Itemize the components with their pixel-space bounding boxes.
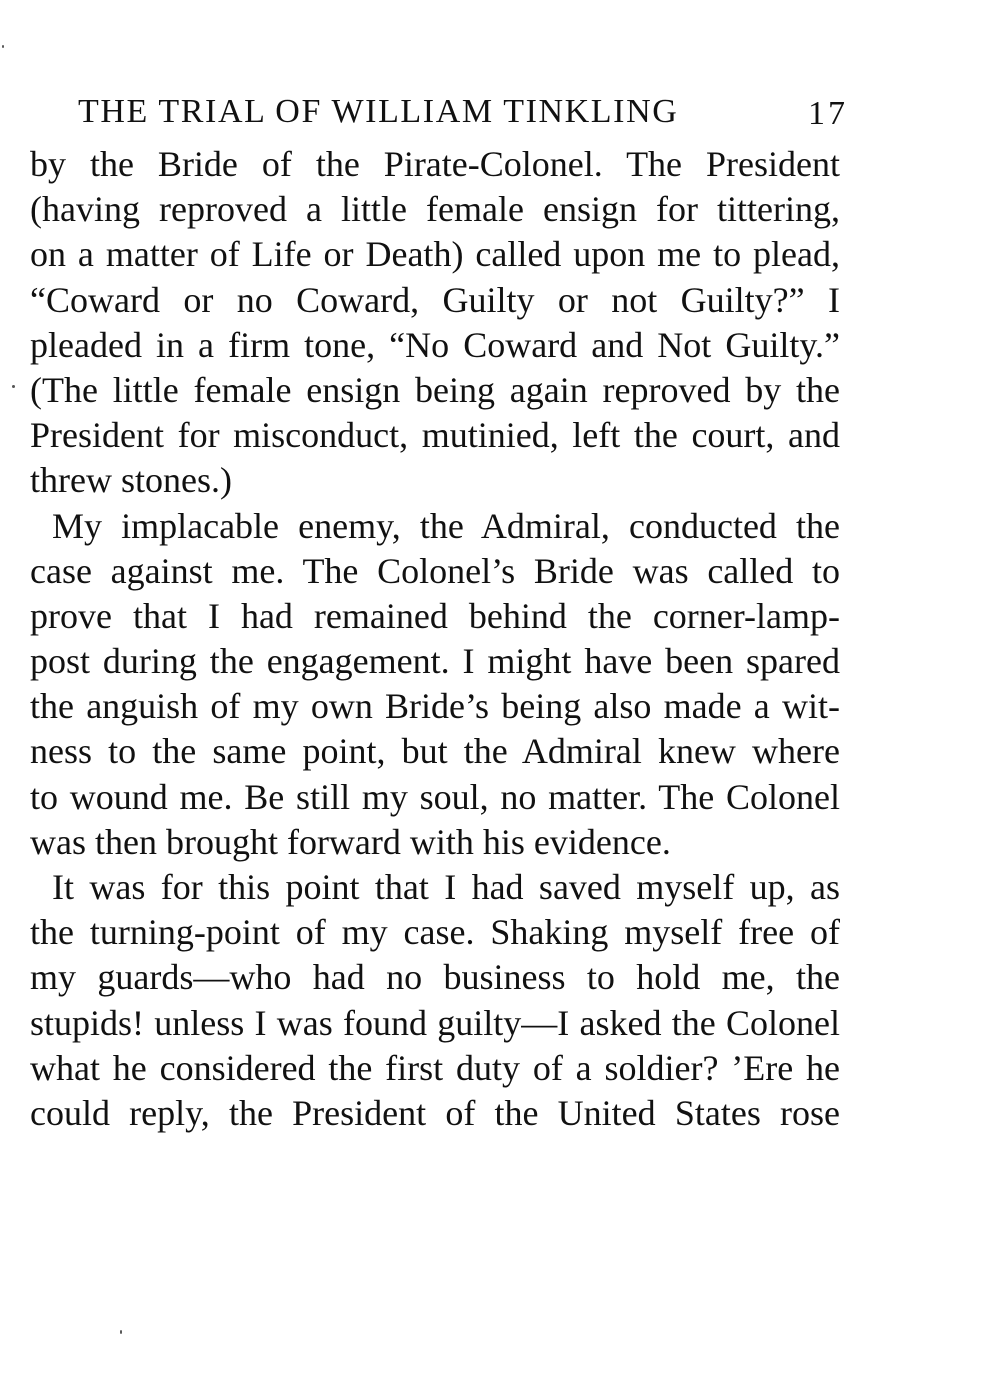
text-line: pleaded in a firm tone, “No Coward and Not Guilty.”: [30, 324, 840, 365]
text-line: my guards—who had no business to hold me, the: [30, 957, 840, 998]
text-line: was then brought forward with his evidence.: [30, 821, 671, 862]
text-line: ness to the same point, but the Admiral knew where: [30, 731, 840, 772]
text-line: what he considered the first duty of a soldier? ’Ere he: [30, 1047, 840, 1088]
text-line: threw stones.): [30, 460, 232, 501]
text-line: could reply, the President of the United States rose: [30, 1092, 840, 1133]
page-header: [78, 88, 848, 136]
text-line: (having reproved a little female ensign for tittering,: [30, 189, 840, 230]
text-line: President for misconduct, mutinied, left the court, and: [30, 415, 840, 456]
text-line: to wound me. Be still my soul, no matter. The Colonel: [30, 776, 840, 817]
text-line: It was for this point that I had saved myself up, as: [52, 867, 840, 907]
text-line: stupids! unless I was found guilty—I asked the Colonel: [30, 1002, 840, 1043]
text-line: “Coward or no Coward, Guilty or not Guilty?” I: [30, 279, 840, 320]
text-line: case against me. The Colonel’s Bride was called to: [30, 550, 840, 591]
body-text: [30, 142, 840, 1136]
scan-speck: [120, 1330, 122, 1334]
text-line: the anguish of my own Bride’s being also made a wit-: [30, 686, 840, 727]
scan-speck: [2, 45, 4, 48]
text-line: (The little female ensign being again reproved by the: [30, 369, 840, 410]
text-line: My implacable enemy, the Admiral, conducted the: [52, 505, 840, 546]
text-line: by the Bride of the Pirate-Colonel. The President: [30, 144, 840, 184]
paragraph-3: [30, 865, 840, 1136]
text-line: the turning-point of my case. Shaking myself free of: [30, 912, 840, 953]
scan-speck: [12, 385, 15, 388]
paragraph-2: [30, 504, 840, 866]
text-line: post during the engagement. I might have been spared: [30, 641, 840, 682]
text-line: on a matter of Life or Death) called upon me to plead,: [30, 234, 840, 275]
page-number: 17: [808, 95, 848, 132]
paragraph-1: [30, 142, 840, 504]
running-head: THE TRIAL OF WILLIAM TINKLING: [78, 93, 679, 130]
text-line: prove that I had remained behind the corner-lamp-: [30, 595, 840, 636]
